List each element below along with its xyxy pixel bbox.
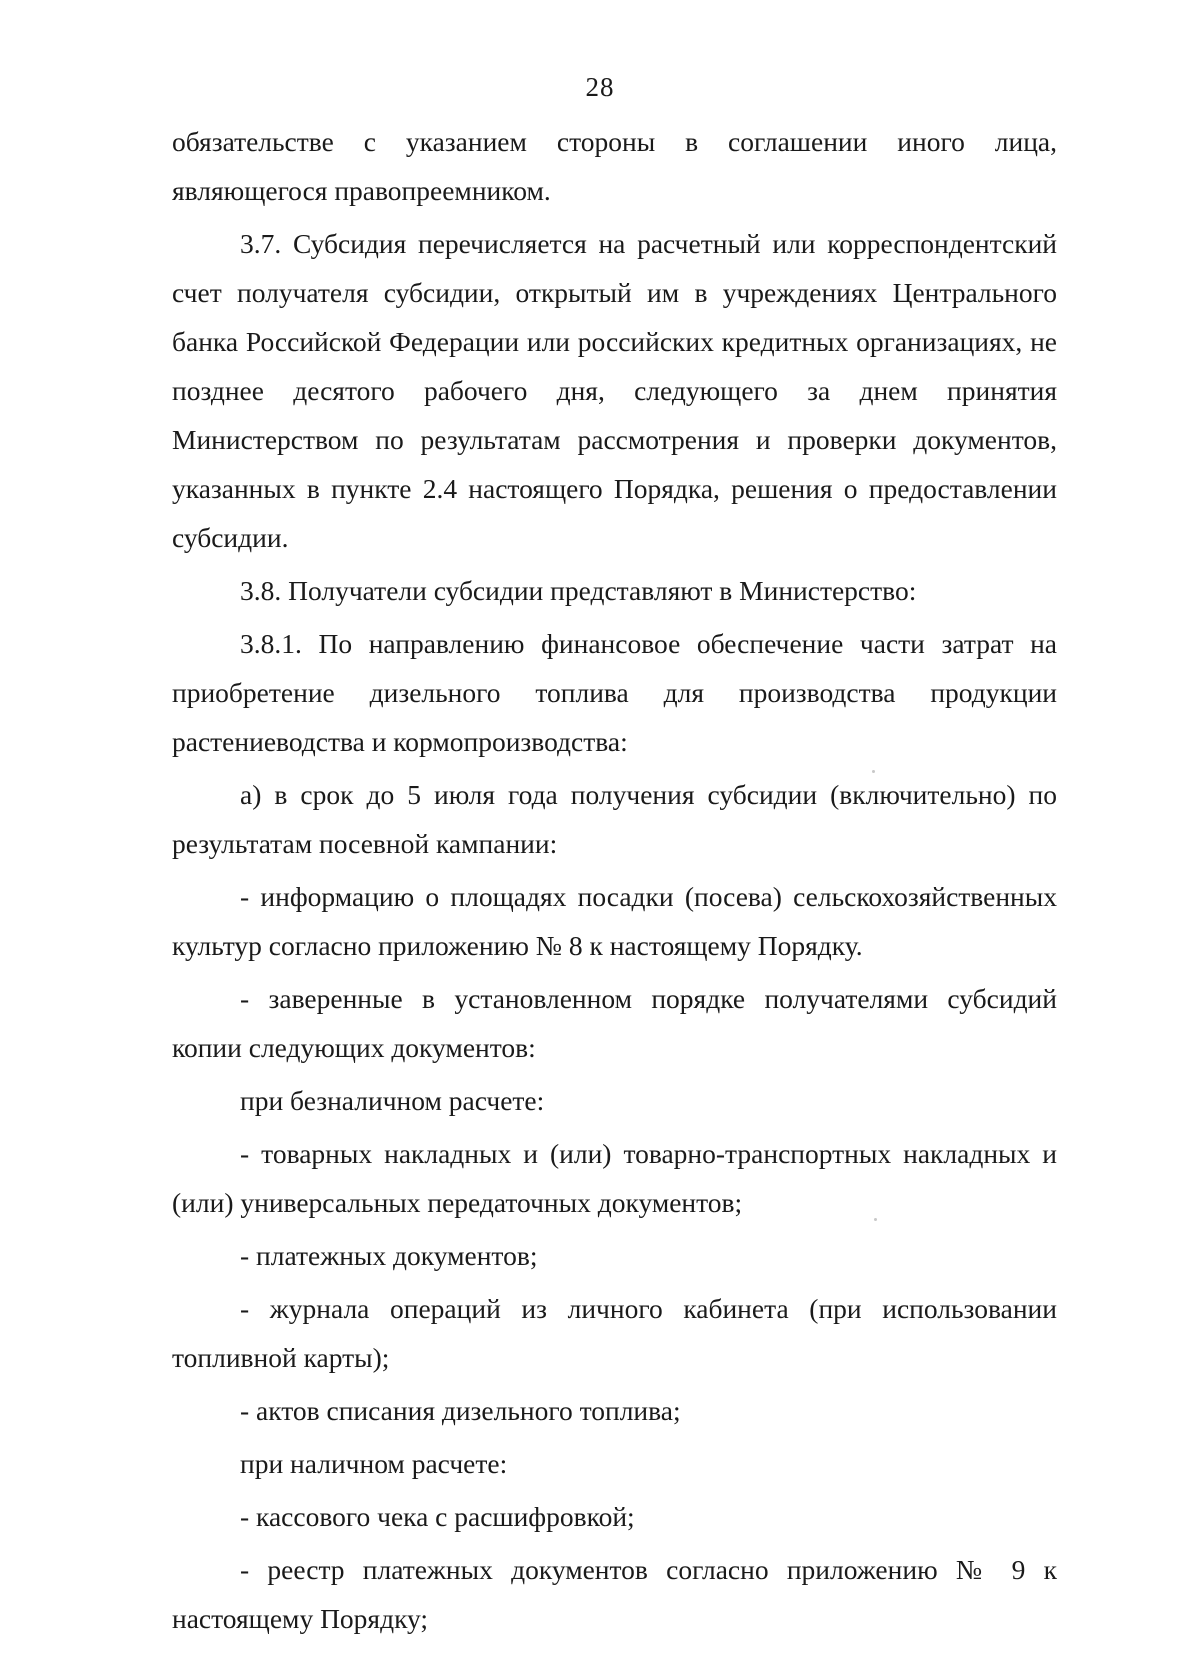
paragraph-3-8-1: 3.8.1. По направлению финансовое обеспечение части затрат на приобретение дизельного топлива для производства продукции растениеводства и кормопроизводства: (172, 628, 1057, 757)
list-item: - товарных накладных и (или) товарно-транспортных накладных и (или) универсальных передаточных документов; (172, 1138, 1057, 1218)
list-item: - платежных документов; (240, 1240, 538, 1271)
subheading-cash: при наличном расчете: (240, 1448, 508, 1479)
paragraph-3-7: 3.7. Субсидия перечисляется на расчетный или корреспондентский счет получателя субсидии, открытый им в учреждениях Центрального банка Российской Федерации или российских кредитных организациях, не позднее десятого рабочего дня, следующего за днем принятия Министерством по результатам рассмотрения и проверки документов, указанных в пункте 2.4 настоящего Порядка, решения о предоставлении субсидии. (172, 228, 1057, 553)
list-item: - кассового чека с расшифровкой; (240, 1501, 635, 1532)
paragraph: обязательстве с указанием стороны в соглашении иного лица, являющегося правопреемником. (172, 126, 1057, 206)
document-body (172, 117, 1057, 1647)
list-item: - журнала операций из личного кабинета (при использовании топливной карты); (172, 1293, 1057, 1373)
list-item: - реестр платежных документов согласно приложению № 9 к настоящему Порядку; (172, 1554, 1057, 1634)
scan-speck (872, 770, 875, 773)
paragraph-item-a: а) в срок до 5 июля года получения субсидии (включительно) по результатам посевной кампании: (172, 779, 1057, 859)
list-item: - информацию о площадях посадки (посева) сельскохозяйственных культур согласно приложению № 8 к настоящему Порядку. (172, 881, 1057, 961)
page-number: 28 (585, 72, 615, 102)
paragraph-3-8: 3.8. Получатели субсидии представляют в Министерство: (240, 575, 917, 606)
list-item: - заверенные в установленном порядке получателями субсидий копии следующих документов: (172, 983, 1057, 1063)
list-item: - актов списания дизельного топлива; (240, 1395, 681, 1426)
scan-speck (874, 1218, 877, 1221)
subheading-cashless: при безналичном расчете: (240, 1085, 545, 1116)
